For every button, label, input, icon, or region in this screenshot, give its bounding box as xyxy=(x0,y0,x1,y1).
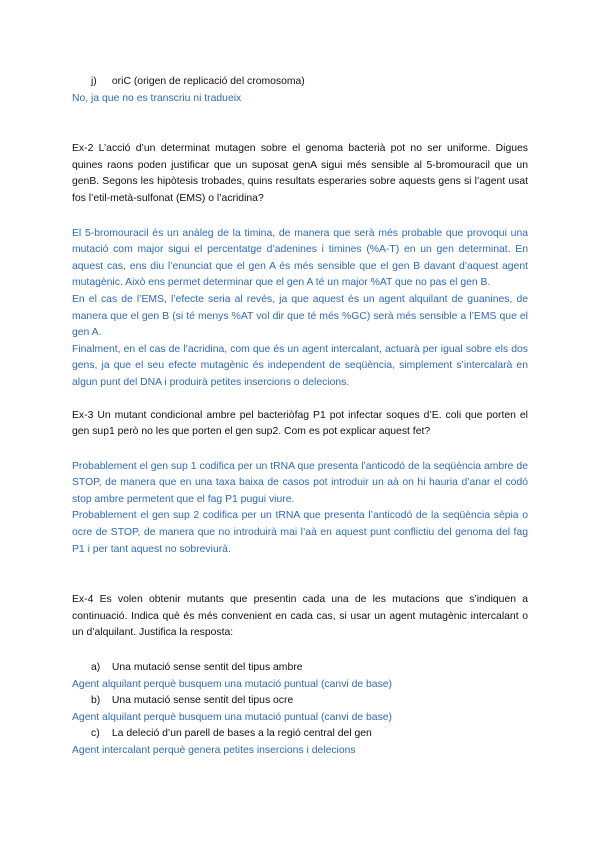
item-j-label: j) xyxy=(91,76,97,87)
ex4-item-c-label: c) xyxy=(91,728,100,740)
ex4-item-b-text: Una mutació sense sentit del tipus ocre xyxy=(111,695,294,707)
ex4-item-a-answer: Agent alquilant perquè busquem una mutació puntual (canvi de base) xyxy=(72,678,393,690)
ex4-item-b-label: b) xyxy=(91,695,101,707)
ex4-item-a-text: Una mutació sense sentit del tipus ambre xyxy=(111,662,303,674)
ex3-question: Ex-3 Un mutant condicional ambre pel bacteriòfag P1 pot infectar soques d’E. coli que porten el gen sup1 però no les que porten el gen sup2. Com es pot explicar aquest fet? xyxy=(72,409,528,438)
item-j xyxy=(72,74,528,91)
item-j-text: oriC (origen de replicació del cromosoma) xyxy=(111,76,305,87)
ex3-answer-1: Probablement el gen sup 1 codifica per un tRNA que presenta l’anticodó de la seqüència ambre de STOP, de manera que en una taxa baixa de casos pot introduir un aà on hi hauria d’anar el codó stop ambre permetent que el fag P1 pugui viure. xyxy=(72,460,528,505)
ex2-question: Ex-2 L’acció d’un determinat mutagen sobre el genoma bacterià pot no ser uniforme. Digues quines raons poden justificar que un suposat genA sigui més sensible al 5-bromouracil que un genB. Segons les hipòtesis trobades, quins resultats esperaries sobre aquests gens si l’agent usat fos l’etil-metà-sulfonat (EMS) o l’acridina? xyxy=(72,143,528,204)
ex3-answer-2: Probablement el gen sup 2 codifica per un tRNA que presenta l’anticodó de la seqüència sèpia o ocre de STOP, de manera que no introduirà mai l’aà en aquest punt conflictiu del genoma del fag P1 i per tant aquest no sobreviurà. xyxy=(72,510,528,555)
ex4-item-b xyxy=(72,693,528,710)
ex4-item-b-answer: Agent alquilant perquè busquem una mutació puntual (canvi de base) xyxy=(72,711,393,723)
ex4-item-c xyxy=(72,726,528,743)
ex2-answer-2: En el cas de l’EMS, l’efecte seria al revés, ja que aquest és un agent alquilant de guanines, de manera que el gen B (si té menys %AT vol dir que té més %GC) serà més sensible a l’EMS que el gen A. xyxy=(72,293,528,339)
ex4-item-a xyxy=(72,660,528,677)
ex4-item-a-label: a) xyxy=(91,662,101,674)
ex2-answer-1: El 5-bromouracil és un anàleg de la timina, de manera que serà més probable que provoqui una mutació com major sigui el percentatge d’adenines i timines (%A-T) en un gen determinat. En aquest cas, ens diu l’enunciat que el gen A és més sensible que el gen B davant d’aquest agent mutagènic. Això ens permet determinar que el gen A té un major %AT que no pas el gen B. xyxy=(72,227,528,289)
ex4-question: Ex-4 Es volen obtenir mutants que presentin cada una de les mutacions que s’indiquen a continuació. Indica què és més convenient en cada cas, si usar un agent mutagènic intercalant o un d’alquilant. Justifica la resposta: xyxy=(72,594,528,639)
ex2-answer-3: Finalment, en el cas de l’acridina, com que és un agent intercalant, actuarà per igual sobre els dos gens, ja que el seu efecte mutagènic és independent de seqüència, simplement s’intercalarà en algun punt del DNA i produirà petites insercions o delecions. xyxy=(72,343,528,388)
ex4-item-c-answer: Agent intercalant perquè genera petites insercions i delecions xyxy=(72,745,356,756)
ex4-item-c-text: La deleció d’un parell de bases a la regió central del gen xyxy=(111,728,372,740)
item-j-answer: No, ja que no es transcriu ni tradueix xyxy=(72,92,242,104)
